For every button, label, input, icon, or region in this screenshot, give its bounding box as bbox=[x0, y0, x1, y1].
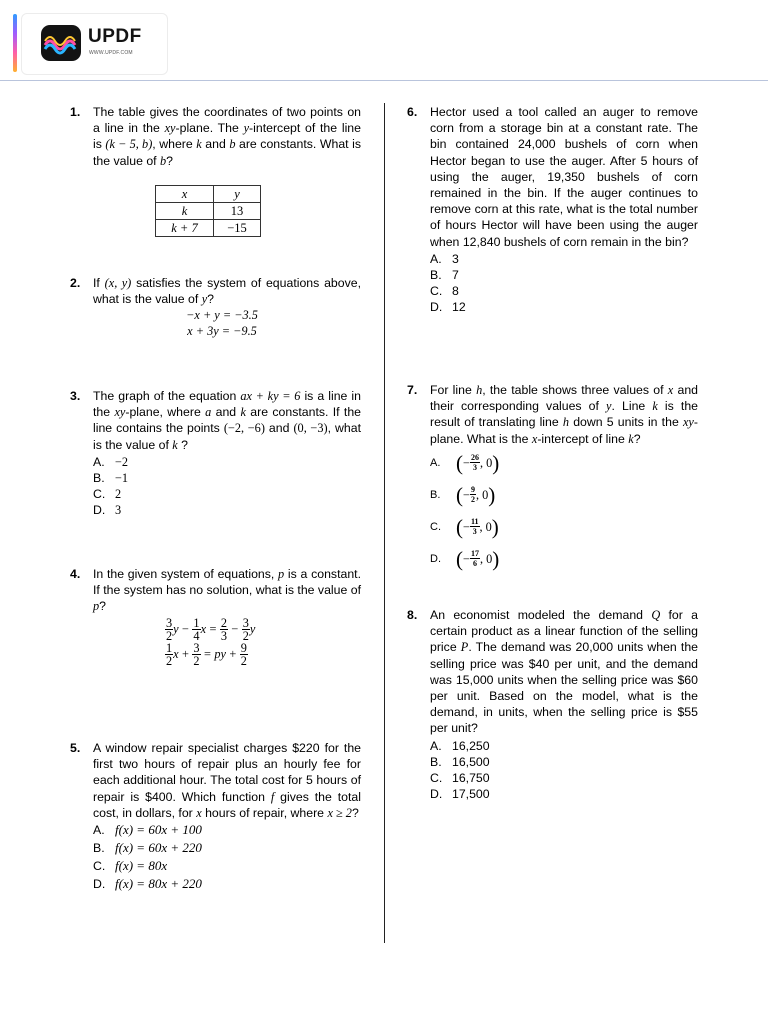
option-a[interactable]: A. 3 bbox=[430, 251, 459, 266]
question-stem: For line h, the table shows three values of x and their corresponding values of y. Line k is the result of translating line h down 5 units in the xy-plane. What is the x-intercept of line k? bbox=[430, 383, 699, 446]
answer-options bbox=[430, 251, 698, 316]
question-5 bbox=[70, 740, 361, 894]
question-number: 5. bbox=[70, 741, 81, 755]
answer-options bbox=[93, 454, 361, 519]
question-8 bbox=[407, 607, 698, 802]
option-b[interactable]: B. 7 bbox=[430, 268, 459, 283]
option-c[interactable]: C. ( − $\frac{11}{3}$ , 0 ) bbox=[430, 514, 499, 539]
question-number: 6. bbox=[407, 105, 418, 119]
question-stem: If (x, y) satisfies the system of equations above, what is the value of y? bbox=[93, 276, 362, 307]
equation-system bbox=[93, 617, 361, 668]
question-number: 4. bbox=[70, 567, 81, 581]
table-header-cell: y bbox=[214, 186, 261, 203]
option-d[interactable]: D. f(x) = 80x + 220 bbox=[93, 876, 202, 892]
option-b[interactable]: B. 16,500 bbox=[430, 754, 490, 769]
question-stem: An economist modeled the demand Q for a certain product as a linear function of the selling price P. The demand was 20,000 units when the selling price was $40 per unit, and the demand was 15,000 units when the selling price was $60 per unit. Based on the model, what is the demand, in units, when the selling price is $55 per unit? bbox=[430, 608, 698, 736]
equation-2: x + 3y = −9.5 bbox=[187, 324, 257, 339]
question-stem: A window repair specialist charges $220 for the first two hours of repair plus an hourly fee for each additional hour. The total cost for 5 hours of repair is $400. Which function f gives the total cost, in dollars, for x hours of repair, where x ≥ 2? bbox=[93, 741, 361, 820]
table-cell: k bbox=[156, 203, 214, 220]
option-a[interactable]: A. ( − $\frac{26}{3}$ , 0 ) bbox=[430, 450, 500, 475]
table-cell: −15 bbox=[214, 220, 261, 237]
option-c[interactable]: C. 16,750 bbox=[430, 771, 490, 785]
option-d[interactable]: D. 3 bbox=[93, 503, 122, 518]
updf-logo-icon bbox=[41, 25, 81, 61]
option-c[interactable]: C. f(x) = 80x bbox=[93, 858, 168, 874]
question-number: 7. bbox=[407, 383, 418, 397]
equation-1: −x + y = −3.5 bbox=[186, 308, 258, 323]
question-stem: The table gives the coordinates of two points on a line in the xy-plane. The y-intercept of the line is (k − 5, b), where k and b are constants. What is the value of b? bbox=[93, 105, 361, 168]
question-1 bbox=[70, 104, 361, 169]
question-3 bbox=[70, 388, 362, 519]
question-number: 2. bbox=[70, 276, 81, 290]
option-d[interactable]: D. ( − $\frac{17}{6}$ , 0 ) bbox=[430, 546, 500, 571]
answer-options bbox=[430, 738, 698, 803]
equation-1: $\frac{3}{2}$ y − $\frac{1}{4}$ x = $\frac{2}{3}$ − $\frac{3}{2}$ y bbox=[166, 615, 256, 643]
answer-options bbox=[430, 447, 698, 575]
option-b[interactable]: B. ( − $\frac{9}{2}$ , 0 ) bbox=[430, 482, 496, 507]
answer-options bbox=[93, 822, 361, 894]
question-number: 8. bbox=[407, 608, 418, 622]
option-a[interactable]: A. 16,250 bbox=[430, 738, 490, 753]
table-row bbox=[156, 220, 261, 237]
question-2 bbox=[70, 275, 362, 339]
header-rule bbox=[0, 80, 768, 81]
option-b[interactable]: B. f(x) = 60x + 220 bbox=[93, 840, 202, 856]
option-c[interactable]: C. 8 bbox=[430, 284, 459, 299]
question-stem: The graph of the equation ax + ky = 6 is a line in the xy-plane, where a and k are constants. If the line contains the points (−2, −6) and (0, −3), what is the value of k ? bbox=[93, 389, 362, 452]
option-a[interactable]: A. f(x) = 60x + 100 bbox=[93, 822, 202, 838]
equation-2: $\frac{1}{2}$ x + $\frac{3}{2}$ = py + $\frac{9}{2}$ bbox=[166, 641, 247, 669]
table-header-cell: x bbox=[156, 186, 214, 203]
option-c[interactable]: C. 2 bbox=[93, 487, 122, 502]
option-b[interactable]: B. −1 bbox=[93, 471, 129, 485]
question-number: 1. bbox=[70, 105, 81, 119]
brand-url: WWW.UPDF.COM bbox=[89, 50, 133, 56]
table-row bbox=[156, 203, 261, 220]
brand-stripe bbox=[13, 14, 17, 72]
table-row bbox=[156, 186, 261, 203]
question-stem: Hector used a tool called an auger to remove corn from a storage bin at a constant rate. The bin contained 24,000 bushels of corn when Hector began to use the auger. After 5 hours of using the auger, 19,350 bushels of corn remained in the bin. If the auger continues to remove corn at this rate, what is the total number of hours Hector will have been using the auger when 12,840 bushels of corn remain in the bin? bbox=[430, 105, 698, 249]
column-divider bbox=[384, 103, 385, 943]
question-stem: In the given system of equations, p is a constant. If the system has no solution, what is the value of p? bbox=[93, 567, 361, 614]
table-cell: k + 7 bbox=[156, 220, 214, 237]
option-a[interactable]: A. −2 bbox=[93, 454, 129, 469]
page-header bbox=[0, 0, 768, 82]
coordinates-table bbox=[155, 185, 261, 237]
brand-name: UPDF bbox=[88, 26, 142, 47]
equation-system bbox=[83, 307, 361, 339]
question-6 bbox=[407, 104, 698, 316]
table-cell: 13 bbox=[214, 203, 261, 220]
option-d[interactable]: D. 12 bbox=[430, 300, 466, 315]
question-number: 3. bbox=[70, 389, 81, 403]
question-7 bbox=[407, 382, 699, 575]
option-d[interactable]: D. 17,500 bbox=[430, 787, 490, 802]
question-4 bbox=[70, 566, 361, 669]
